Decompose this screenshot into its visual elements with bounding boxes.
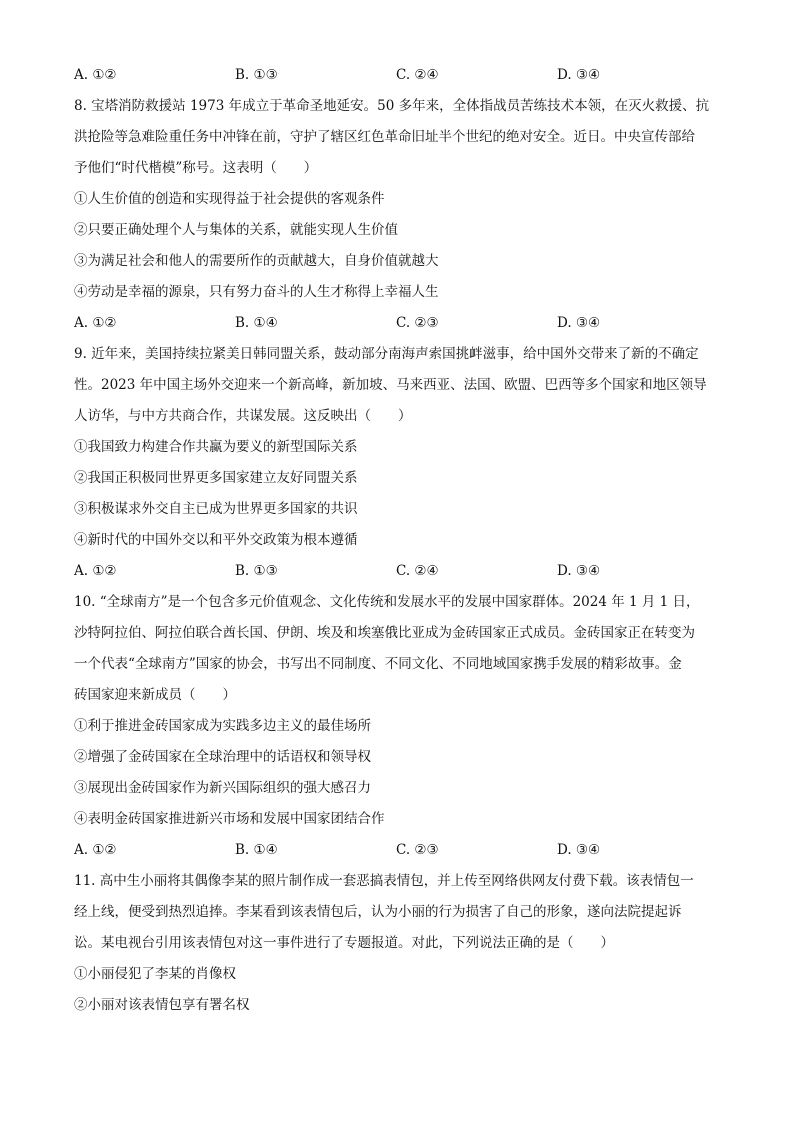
question-stem-line: 11. 高中生小丽将其偶像李某的照片制作成一套恶搞表情包，并上传至网络供网友付费下载。该表情包一 bbox=[74, 873, 694, 889]
statement-item: ④劳动是幸福的源泉，只有努力奋斗的人生才称得上幸福人生 bbox=[74, 284, 439, 300]
option-b[interactable]: B. ①③ bbox=[235, 67, 278, 83]
statement-item: ②增强了金砖国家在全球治理中的话语权和领导权 bbox=[74, 749, 371, 765]
option-b[interactable]: B. ①④ bbox=[235, 842, 278, 858]
question-8 bbox=[74, 91, 724, 339]
statement-item: ①小丽侵犯了李某的肖像权 bbox=[74, 966, 236, 982]
question-stem-line: 砖国家迎来新成员（ ） bbox=[74, 687, 236, 703]
statement-item: ②只要正确处理个人与集体的关系，就能实现人生价值 bbox=[74, 222, 398, 238]
question-stem-line: 一个代表“全球南方”国家的协会，书写出不同制度、不同文化、不同地域国家携手发展的精彩故事。金 bbox=[74, 656, 682, 672]
question-stem-line: 洪抢险等急难险重任务中冲锋在前，守护了辖区红色革命旧址半个世纪的绝对安全。近日。中央宣传部给 bbox=[74, 129, 695, 145]
statement-item: ④新时代的中国外交以和平外交政策为根本遵循 bbox=[74, 532, 358, 548]
option-a[interactable]: A. ①② bbox=[74, 315, 117, 331]
question-stem-line: 性。2023 年中国主场外交迎来一个新高峰，新加坡、马来西亚、法国、欧盟、巴西等多个国家和地区领导 bbox=[74, 377, 707, 393]
answer-options bbox=[74, 835, 724, 866]
option-c[interactable]: C. ②③ bbox=[396, 842, 439, 858]
statement-item: ④表明金砖国家推进新兴市场和发展中国家团结合作 bbox=[74, 811, 385, 827]
question-stem-line: 10. “全球南方”是一个包含多元价值观念、文化传统和发展水平的发展中国家群体。2024 年 1 月 1 日， bbox=[74, 594, 700, 610]
option-a[interactable]: A. ①② bbox=[74, 842, 117, 858]
option-b[interactable]: B. ①④ bbox=[235, 315, 278, 331]
option-a[interactable]: A. ①② bbox=[74, 67, 117, 83]
statement-item: ②我国正积极同世界更多国家建立友好同盟关系 bbox=[74, 470, 358, 486]
statement-item: ①我国致力构建合作共赢为要义的新型国际关系 bbox=[74, 439, 358, 455]
statement-item: ③积极谋求外交自主已成为世界更多国家的共识 bbox=[74, 501, 358, 517]
question-9 bbox=[74, 339, 724, 587]
option-d[interactable]: D. ③④ bbox=[557, 563, 601, 579]
question-10 bbox=[74, 587, 724, 866]
question-stem-line: 8. 宝塔消防救援站 1973 年成立于革命圣地延安。50 多年来，全体指战员苦练技术本领，在灭火救援、抗 bbox=[74, 98, 710, 114]
statement-item: ③展现出金砖国家作为新兴国际组织的强大感召力 bbox=[74, 780, 371, 796]
question-stem-line: 人访华，与中方共商合作，共谋发展。这反映出（ ） bbox=[74, 408, 412, 424]
option-c[interactable]: C. ②④ bbox=[396, 563, 439, 579]
option-d[interactable]: D. ③④ bbox=[557, 67, 601, 83]
answer-options bbox=[74, 308, 724, 339]
answer-options bbox=[74, 556, 724, 587]
statement-item: ②小丽对该表情包享有署名权 bbox=[74, 997, 250, 1013]
exam-page bbox=[74, 60, 724, 1021]
option-c[interactable]: C. ②④ bbox=[396, 67, 439, 83]
option-a[interactable]: A. ①② bbox=[74, 563, 117, 579]
statement-item: ①人生价值的创造和实现得益于社会提供的客观条件 bbox=[74, 191, 385, 207]
option-d[interactable]: D. ③④ bbox=[557, 315, 601, 331]
statement-item: ①利于推进金砖国家成为实践多边主义的最佳场所 bbox=[74, 718, 371, 734]
option-b[interactable]: B. ①③ bbox=[235, 563, 278, 579]
question-stem-line: 经上线，便受到热烈追捧。李某看到该表情包后，认为小丽的行为损害了自己的形象，遂向法院提起诉 bbox=[74, 904, 682, 920]
q7-options bbox=[74, 60, 724, 91]
question-stem-line: 讼。某电视台引用该表情包对这一事件进行了专题报道。对此，下列说法正确的是（ ） bbox=[74, 935, 614, 951]
question-stem-line: 沙特阿拉伯、阿拉伯联合酋长国、伊朗、埃及和埃塞俄比亚成为金砖国家正式成员。金砖国家正在转变为 bbox=[74, 625, 695, 641]
question-stem-line: 予他们“时代楷模”称号。这表明（ ） bbox=[74, 160, 318, 176]
question-stem-line: 9. 近年来，美国持续拉紧美日韩同盟关系，鼓动部分南海声索国挑衅滋事，给中国外交带来了新的不确定 bbox=[74, 346, 699, 362]
option-d[interactable]: D. ③④ bbox=[557, 842, 601, 858]
option-c[interactable]: C. ②③ bbox=[396, 315, 439, 331]
statement-item: ③为满足社会和他人的需要所作的贡献越大，自身价值就越大 bbox=[74, 253, 439, 269]
question-11 bbox=[74, 866, 724, 1021]
